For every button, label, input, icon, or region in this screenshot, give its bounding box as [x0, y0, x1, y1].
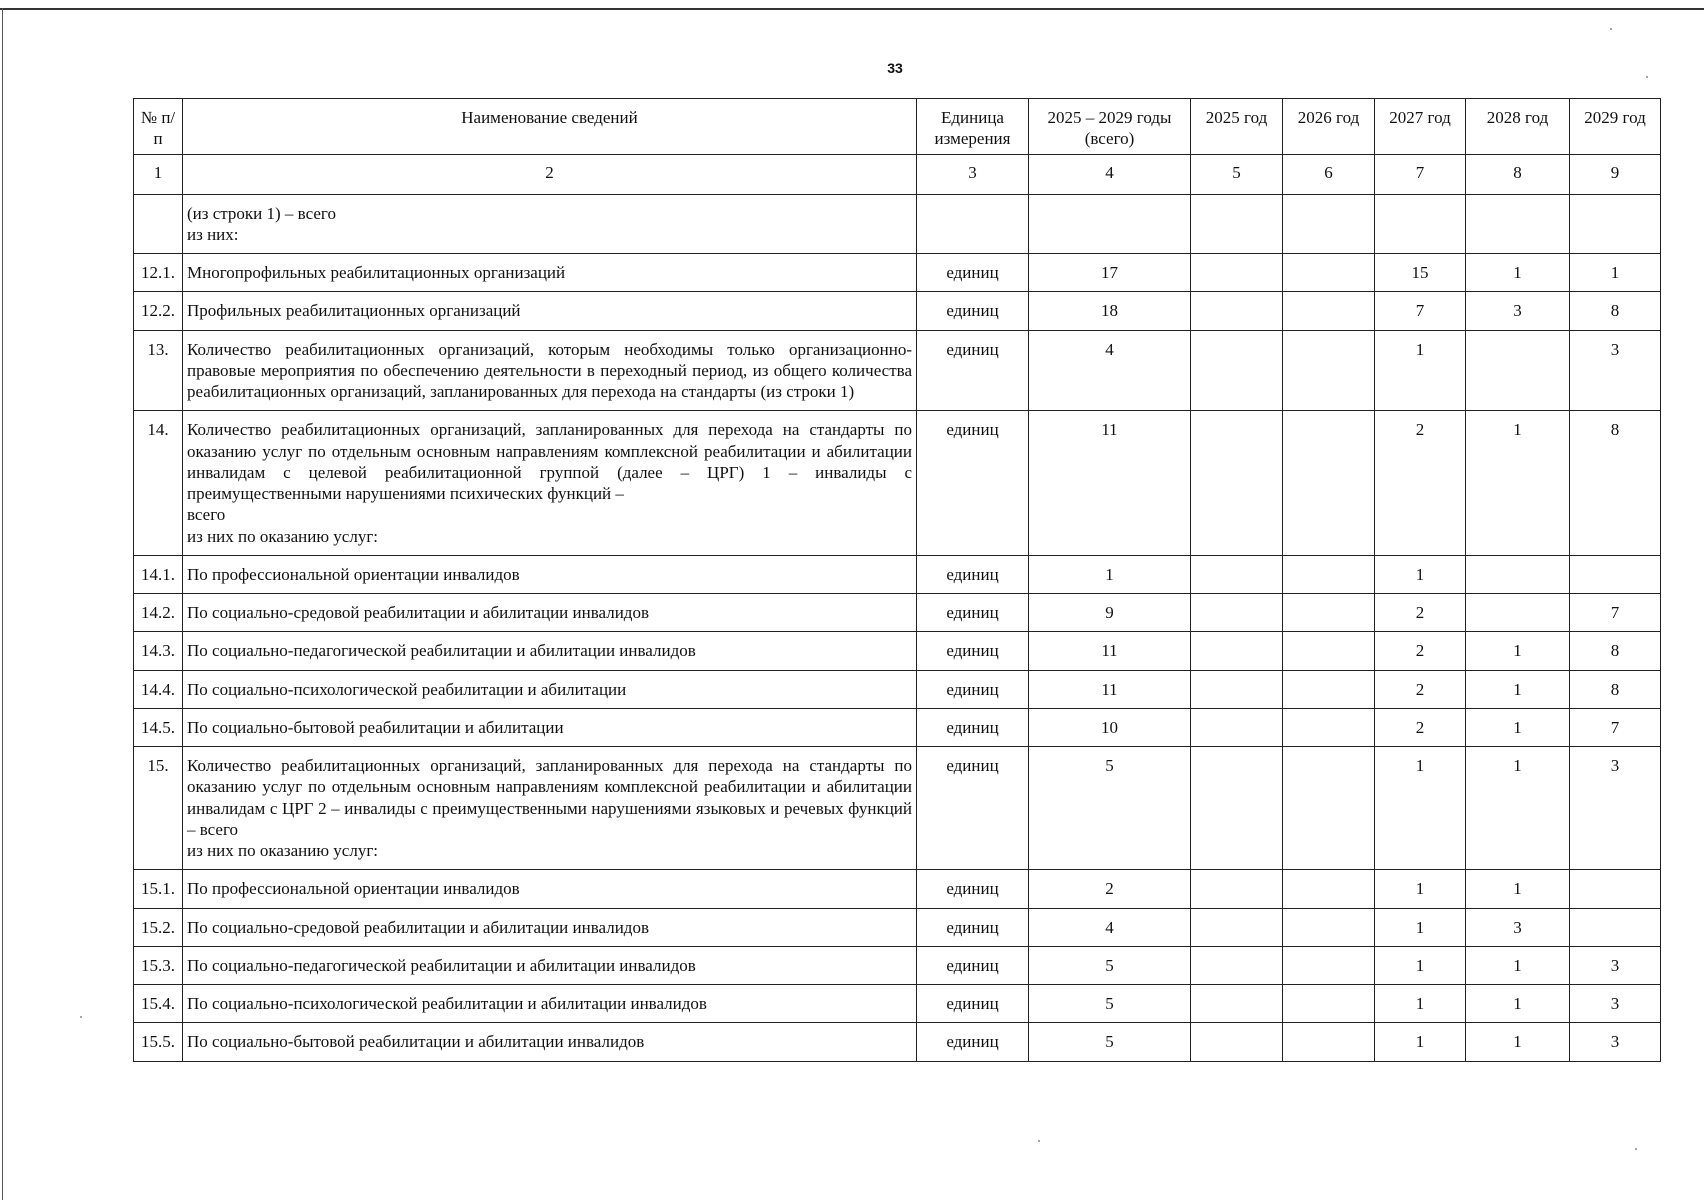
header-cell-unit: Единица измерения [917, 99, 1029, 155]
row-2027-cell: 1 [1375, 747, 1466, 870]
row-unit-cell: единиц [917, 747, 1029, 870]
table-row [134, 946, 1661, 984]
row-unit-cell [917, 194, 1029, 254]
row-2028-cell: 1 [1466, 1023, 1570, 1061]
table-row [134, 1023, 1661, 1061]
row-2025-cell [1191, 747, 1283, 870]
row-2025-cell [1191, 330, 1283, 411]
row-2025-cell [1191, 194, 1283, 254]
header-cell-num: № п/п [134, 99, 183, 155]
row-name-cell: По социально-бытовой реабилитации и абилитации [183, 708, 917, 746]
row-2028-cell: 1 [1466, 870, 1570, 908]
row-number-cell: 15.5. [134, 1023, 183, 1061]
header-cell-total: 2025 – 2029 годы (всего) [1029, 99, 1191, 155]
row-2028-cell [1466, 594, 1570, 632]
table-row [134, 632, 1661, 670]
row-unit-cell: единиц [917, 555, 1029, 593]
column-index-cell: 5 [1191, 154, 1283, 194]
row-2026-cell [1283, 946, 1375, 984]
row-2029-cell: 7 [1570, 594, 1661, 632]
row-unit-cell: единиц [917, 632, 1029, 670]
row-name-cell: Количество реабилитационных организаций, которым необходимы только организационно-правовые мероприятия по обеспечению деятельности в переходный период, из общего количества реабилитационных организаций, запланированных для перехода на стандарты (из строки 1) [183, 330, 917, 411]
row-total-cell: 18 [1029, 292, 1191, 330]
row-number-cell: 15.2. [134, 908, 183, 946]
row-2026-cell [1283, 985, 1375, 1023]
row-2026-cell [1283, 254, 1375, 292]
row-2028-cell [1466, 555, 1570, 593]
table-row [134, 708, 1661, 746]
row-total-cell: 11 [1029, 411, 1191, 556]
table-row [134, 254, 1661, 292]
row-number-cell: 13. [134, 330, 183, 411]
row-number-cell [134, 194, 183, 254]
header-cell-2027: 2027 год [1375, 99, 1466, 155]
row-2027-cell: 1 [1375, 870, 1466, 908]
table-row [134, 870, 1661, 908]
row-2029-cell: 8 [1570, 632, 1661, 670]
row-2028-cell: 1 [1466, 985, 1570, 1023]
row-name-cell: По профессиональной ориентации инвалидов [183, 555, 917, 593]
row-unit-cell: единиц [917, 908, 1029, 946]
row-total-cell: 2 [1029, 870, 1191, 908]
table-row [134, 985, 1661, 1023]
row-2026-cell [1283, 1023, 1375, 1061]
page-number: 33 [887, 60, 903, 76]
row-2028-cell: 3 [1466, 908, 1570, 946]
row-2025-cell [1191, 632, 1283, 670]
row-unit-cell: единиц [917, 292, 1029, 330]
row-2025-cell [1191, 946, 1283, 984]
row-2029-cell: 1 [1570, 254, 1661, 292]
row-number-cell: 15. [134, 747, 183, 870]
row-2028-cell: 1 [1466, 946, 1570, 984]
row-2028-cell [1466, 330, 1570, 411]
row-2028-cell: 1 [1466, 632, 1570, 670]
row-total-cell: 1 [1029, 555, 1191, 593]
row-2025-cell [1191, 292, 1283, 330]
row-2026-cell [1283, 908, 1375, 946]
row-2026-cell [1283, 594, 1375, 632]
row-2028-cell: 1 [1466, 708, 1570, 746]
row-2029-cell: 8 [1570, 292, 1661, 330]
row-total-cell: 5 [1029, 1023, 1191, 1061]
column-index-cell: 9 [1570, 154, 1661, 194]
column-index-cell: 8 [1466, 154, 1570, 194]
row-2029-cell: 3 [1570, 747, 1661, 870]
row-name-cell: Профильных реабилитационных организаций [183, 292, 917, 330]
row-2029-cell: 3 [1570, 330, 1661, 411]
table-row [134, 411, 1661, 556]
row-2028-cell [1466, 194, 1570, 254]
header-cell-name: Наименование сведений [183, 99, 917, 155]
header-cell-2025: 2025 год [1191, 99, 1283, 155]
table-row [134, 292, 1661, 330]
row-total-cell: 5 [1029, 985, 1191, 1023]
row-unit-cell: единиц [917, 946, 1029, 984]
row-name-cell: По социально-педагогической реабилитации и абилитации инвалидов [183, 946, 917, 984]
row-2025-cell [1191, 1023, 1283, 1061]
row-2027-cell: 1 [1375, 555, 1466, 593]
row-2028-cell: 1 [1466, 670, 1570, 708]
row-unit-cell: единиц [917, 254, 1029, 292]
page-left-border [2, 8, 3, 1200]
row-2029-cell [1570, 870, 1661, 908]
row-total-cell: 9 [1029, 594, 1191, 632]
row-2027-cell: 1 [1375, 985, 1466, 1023]
row-name-cell: По социально-психологической реабилитации и абилитации [183, 670, 917, 708]
row-name-cell: Количество реабилитационных организаций, запланированных для перехода на стандарты по оказанию услуг по отдельным основным направлениям комплексной реабилитации и абилитации инвалидам с ЦРГ 2 – инвалиды с преимущественными нарушениями языковых и речевых функций – всего из них по оказанию услуг: [183, 747, 917, 870]
row-2026-cell [1283, 555, 1375, 593]
row-number-cell: 14.5. [134, 708, 183, 746]
table-row [134, 908, 1661, 946]
row-unit-cell: единиц [917, 594, 1029, 632]
row-number-cell: 14.4. [134, 670, 183, 708]
row-2025-cell [1191, 555, 1283, 593]
row-2027-cell: 1 [1375, 908, 1466, 946]
page-top-border [0, 8, 1704, 10]
scan-speck [1038, 1140, 1040, 1142]
row-2028-cell: 1 [1466, 254, 1570, 292]
row-name-cell: По социально-психологической реабилитации и абилитации инвалидов [183, 985, 917, 1023]
row-unit-cell: единиц [917, 708, 1029, 746]
row-2029-cell [1570, 555, 1661, 593]
column-index-cell: 3 [917, 154, 1029, 194]
column-index-row [134, 154, 1661, 194]
row-2026-cell [1283, 292, 1375, 330]
header-cell-2029: 2029 год [1570, 99, 1661, 155]
row-2025-cell [1191, 594, 1283, 632]
column-index-cell: 6 [1283, 154, 1375, 194]
row-2026-cell [1283, 194, 1375, 254]
row-2027-cell: 2 [1375, 632, 1466, 670]
row-2026-cell [1283, 330, 1375, 411]
row-2025-cell [1191, 870, 1283, 908]
row-2025-cell [1191, 254, 1283, 292]
table-row [134, 747, 1661, 870]
row-2027-cell: 1 [1375, 1023, 1466, 1061]
row-total-cell: 4 [1029, 330, 1191, 411]
row-unit-cell: единиц [917, 870, 1029, 908]
row-name-cell: По социально-средовой реабилитации и абилитации инвалидов [183, 594, 917, 632]
row-number-cell: 12.1. [134, 254, 183, 292]
row-2027-cell: 1 [1375, 330, 1466, 411]
scan-speck [1646, 76, 1648, 78]
row-name-cell: По социально-бытовой реабилитации и абилитации инвалидов [183, 1023, 917, 1061]
row-2029-cell: 8 [1570, 670, 1661, 708]
column-index-cell: 2 [183, 154, 917, 194]
row-2029-cell: 3 [1570, 1023, 1661, 1061]
row-2028-cell: 1 [1466, 747, 1570, 870]
row-name-cell: (из строки 1) – всего из них: [183, 194, 917, 254]
row-2029-cell: 7 [1570, 708, 1661, 746]
row-name-cell: По социально-педагогической реабилитации и абилитации инвалидов [183, 632, 917, 670]
row-2027-cell: 2 [1375, 594, 1466, 632]
row-number-cell: 15.3. [134, 946, 183, 984]
row-total-cell: 5 [1029, 946, 1191, 984]
header-row [134, 99, 1661, 155]
row-number-cell: 14.2. [134, 594, 183, 632]
header-cell-2028: 2028 год [1466, 99, 1570, 155]
column-index-cell: 7 [1375, 154, 1466, 194]
row-2026-cell [1283, 670, 1375, 708]
column-index-cell: 4 [1029, 154, 1191, 194]
row-number-cell: 12.2. [134, 292, 183, 330]
row-name-cell: Количество реабилитационных организаций, запланированных для перехода на стандарты по оказанию услуг по отдельным основным направлениям комплексной реабилитации и абилитации инвалидам с целевой реабилитационной группой (далее – ЦРГ) 1 – инвалиды с преимущественными нарушениями психических функций – всего из них по оказанию услуг: [183, 411, 917, 556]
scan-speck [1610, 28, 1612, 30]
row-2025-cell [1191, 708, 1283, 746]
table-row [134, 670, 1661, 708]
row-2029-cell [1570, 908, 1661, 946]
row-total-cell [1029, 194, 1191, 254]
row-2029-cell [1570, 194, 1661, 254]
row-unit-cell: единиц [917, 1023, 1029, 1061]
row-2027-cell: 2 [1375, 670, 1466, 708]
header-cell-2026: 2026 год [1283, 99, 1375, 155]
column-index-cell: 1 [134, 154, 183, 194]
data-table [133, 98, 1661, 1062]
row-2028-cell: 3 [1466, 292, 1570, 330]
row-2026-cell [1283, 747, 1375, 870]
row-2029-cell: 3 [1570, 985, 1661, 1023]
table-row [134, 194, 1661, 254]
row-2026-cell [1283, 708, 1375, 746]
row-2027-cell: 2 [1375, 411, 1466, 556]
row-total-cell: 10 [1029, 708, 1191, 746]
row-unit-cell: единиц [917, 985, 1029, 1023]
row-2029-cell: 8 [1570, 411, 1661, 556]
row-2027-cell: 2 [1375, 708, 1466, 746]
row-unit-cell: единиц [917, 411, 1029, 556]
table-row [134, 594, 1661, 632]
table-row [134, 330, 1661, 411]
row-total-cell: 4 [1029, 908, 1191, 946]
row-name-cell: По профессиональной ориентации инвалидов [183, 870, 917, 908]
row-2026-cell [1283, 870, 1375, 908]
row-2027-cell: 1 [1375, 946, 1466, 984]
row-2025-cell [1191, 908, 1283, 946]
row-number-cell: 15.4. [134, 985, 183, 1023]
row-number-cell: 15.1. [134, 870, 183, 908]
row-number-cell: 14. [134, 411, 183, 556]
row-total-cell: 5 [1029, 747, 1191, 870]
row-2025-cell [1191, 985, 1283, 1023]
row-2026-cell [1283, 632, 1375, 670]
row-unit-cell: единиц [917, 670, 1029, 708]
row-total-cell: 11 [1029, 670, 1191, 708]
row-2027-cell [1375, 194, 1466, 254]
row-number-cell: 14.3. [134, 632, 183, 670]
row-number-cell: 14.1. [134, 555, 183, 593]
row-2027-cell: 15 [1375, 254, 1466, 292]
row-name-cell: Многопрофильных реабилитационных организаций [183, 254, 917, 292]
row-2025-cell [1191, 411, 1283, 556]
row-name-cell: По социально-средовой реабилитации и абилитации инвалидов [183, 908, 917, 946]
row-2026-cell [1283, 411, 1375, 556]
row-unit-cell: единиц [917, 330, 1029, 411]
row-2025-cell [1191, 670, 1283, 708]
row-2027-cell: 7 [1375, 292, 1466, 330]
scan-speck [1635, 1148, 1637, 1150]
row-total-cell: 11 [1029, 632, 1191, 670]
table-row [134, 555, 1661, 593]
row-2028-cell: 1 [1466, 411, 1570, 556]
scan-speck [80, 1016, 82, 1018]
row-total-cell: 17 [1029, 254, 1191, 292]
row-2029-cell: 3 [1570, 946, 1661, 984]
